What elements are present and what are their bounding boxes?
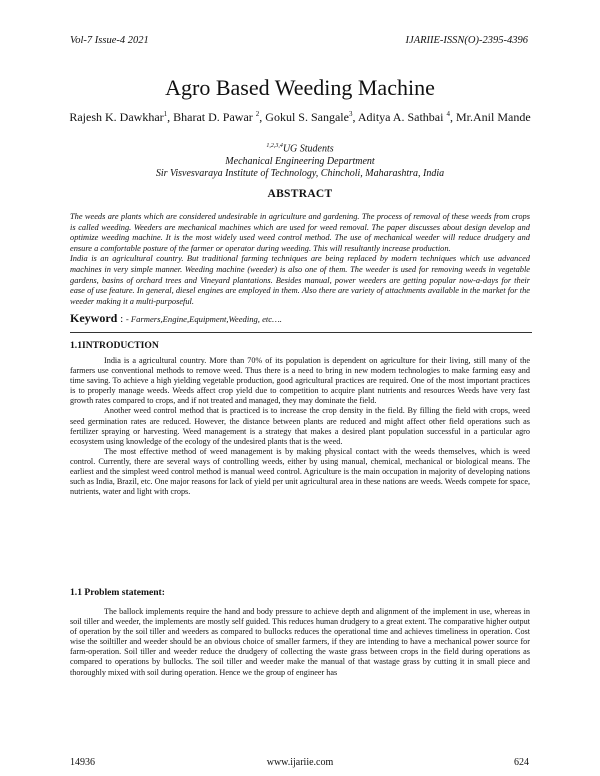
keyword-text: - Farmers,Engine,Equipment,Weeding, etc…. — [125, 314, 282, 324]
affiliation-department: Mechanical Engineering Department — [225, 155, 375, 167]
intro-heading: 1.1INTRODUCTION — [70, 340, 159, 351]
intro-paragraph: Another weed control method that is practiced is to increase the crop density in the field. By filling the field with crops, weed seed germination rates are reduced. However, the distance between plants are reduced and might affect other field operations such as fertilizer spraying or harvesting. Weed management is a strategy that makes a desired plant population successful in a particular agro ecosystem using knowledge of the ecology of the undesired plants that is the weed. — [70, 406, 530, 446]
author-sup: 4 — [446, 110, 450, 118]
footer-paper-id: 14936 — [70, 757, 95, 768]
intro-body — [70, 356, 530, 497]
author-sup: 3 — [348, 110, 353, 118]
paper-title: Agro Based Weeding Machine — [165, 75, 435, 100]
affiliation-sup: 1,2,3,4 — [266, 143, 283, 149]
abstract-paragraph: India is an agricultural country. But traditional farming techniques are being replaced by modern techniques which use advanced machines in very simple manner. Weeding machine (weeder) is also one of them. The weeder is used for removing weeds in vegetable gardens, basins of orchard trees and Vineyard plantations. Besides manual, power weeders are getting popular now-a-days for their ease of use feature. In general, diesel engines are employed in them. Also there are variety of attachments available in the market for the weeder making it a multi-purposeful. — [70, 254, 530, 306]
journal-volume: Vol-7 Issue-4 2021 — [70, 35, 149, 46]
footer-website: www.ijariie.com — [266, 757, 334, 768]
problem-body — [70, 607, 530, 678]
affiliation-students: UG Students — [282, 143, 334, 155]
intro-paragraph: The most effective method of weed management is by making physical contact with the weeds themselves, which is weed control. Currently, there are several ways of controlling weeds, either by using manual, chemical, mechanical or biological means. The earliest and the simplest weed control method is manual weed control. Agriculture is the main occupation in majority of developing nations such as India, Brazil, etc. One major reasons for lack of yield per unit agricultural area in these nations are weeds. Weeds compete for space, nutrients, water and light with crops. — [70, 446, 531, 497]
keywords — [70, 311, 530, 326]
abstract-heading: ABSTRACT — [267, 188, 333, 200]
author-name: Aditya A. Sathbai — [357, 110, 447, 124]
author-name: Mr.Anil Mande — [455, 110, 531, 124]
intro-paragraph: India is a agricultural country. More than 70% of its population is dependent on agriculture for their living, still many of the farmers use conventional methods to remove weed. Thus there is a need to bring in new modern technologies to make farming easy and time saving. To achieve a high yielding vegetable production, good agricultural practices are required. One of the most important practices is to properly manage weeds. Weeds affect crop yield due to competition to acquire plant nutrients and resources Weeds have very fast growth rates compared to crops, and if not treated and managed, they may dominate the field. — [70, 356, 530, 406]
abstract-paragraph: The weeds are plants which are considered undesirable in agriculture and gardening. The process of removal of these weeds from crops is called weeding. Weeders are mechanical machines which are used for weed removal. The paper discusses about design develop and optimize weeding machine. It is the most widely used weed control method. The use of mechanical weeder will reduce drudgery and ensure a comfortable posture of the farmer or operator during weeding. This will resultantly increase production. — [70, 212, 530, 253]
affiliation — [0, 140, 600, 181]
author-list: Rajesh K. Dawkhar$^1$, Bharat D. Pawar $^2$, Gokul S. Sangale$^3$, Aditya A. Sathbai $^4$, Mr.Anil Mande — [69, 110, 531, 124]
author-sup: 2 — [255, 110, 260, 118]
footer-page-number: 624 — [514, 757, 529, 768]
problem-paragraph: The ballock implements require the hand and body pressure to achieve depth and alignment of the implement in use, whereas in soil tiller and weeder, the implements are mostly self guided. This reduces human drudgery to a great extent. The comparative higher output of operation by the soil tiller and weeders as compared to bullocks reduces the operational time and achieves timeliness in operation. Cost wise the soiltiller and weeder should be an obvious choice of smaller farmers, if they are intending to have a mechanical power source for farm-operation. Soil tiller and weeder reduce the drudgery of collecting the waste grass between crops in the field during operations as compared to operations by bullocks. The soil tiller and weeder make the manual of that wastage grass by cutting it in small piece and thoroughly mixed with soil during operation. Hence we the group of engineer has — [70, 607, 530, 677]
affiliation-institute: Sir Visvesvaraya Institute of Technology, Chincholi, Maharashtra, India — [155, 168, 445, 180]
author-name: Gokul S. Sangale — [265, 110, 349, 124]
divider — [70, 332, 532, 333]
author-name: Bharat D. Pawar — [173, 110, 256, 124]
journal-issn: IJARIIE-ISSN(O)-2395-4396 — [405, 35, 528, 46]
author-sup: 1 — [163, 110, 168, 118]
keyword-label: Keyword — [70, 311, 118, 325]
problem-heading: 1.1 Problem statement: — [70, 587, 165, 598]
author-name: Rajesh K. Dawkhar — [69, 110, 164, 124]
keyword-sep: : — [117, 313, 126, 325]
abstract — [70, 212, 530, 307]
